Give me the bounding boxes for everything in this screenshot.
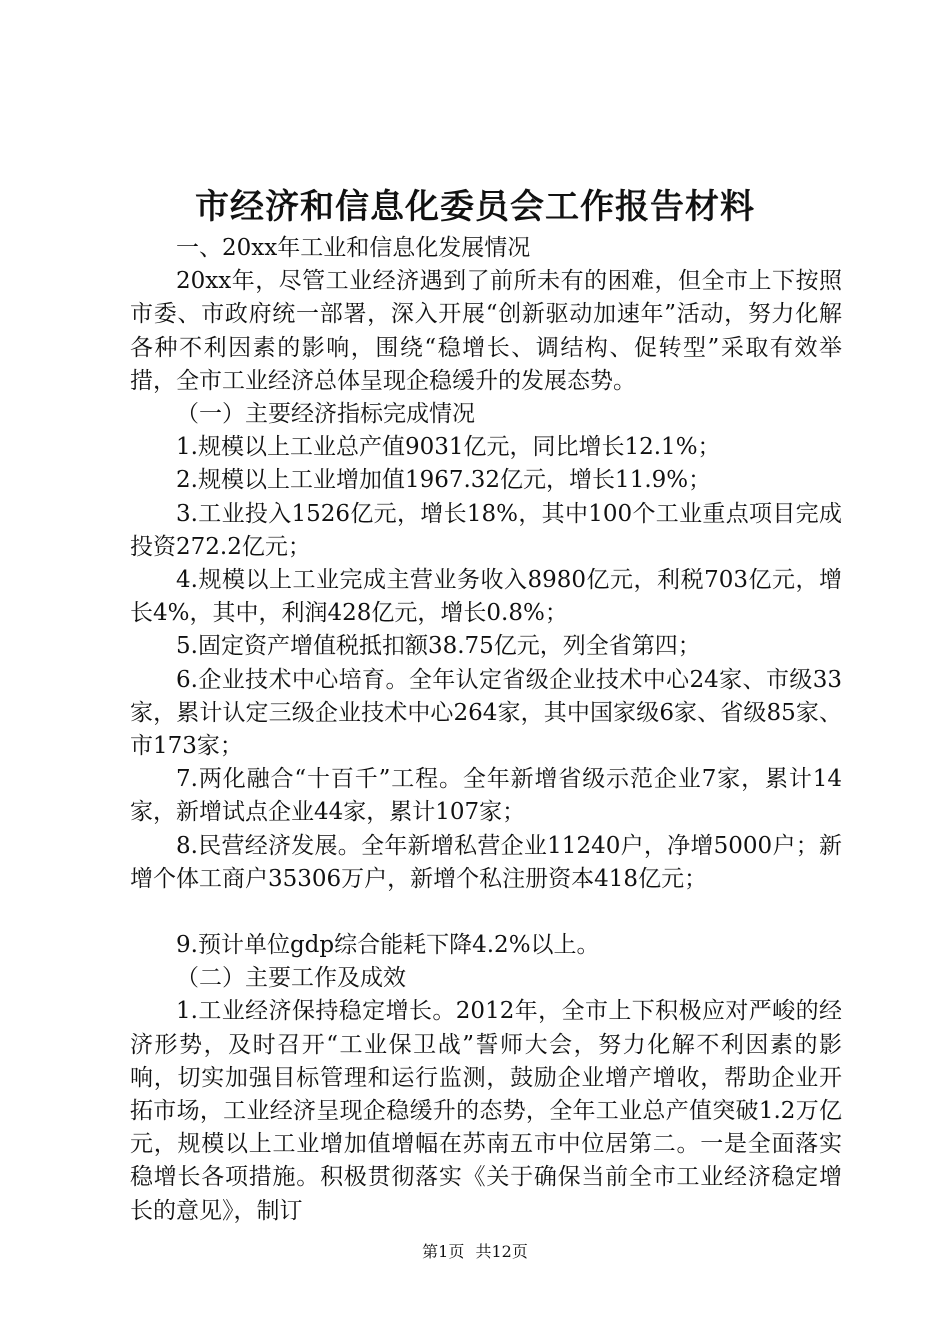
list-item: 2.规模以上工业增加值1967.32亿元，增长11.9%； <box>176 467 712 494</box>
page-total: 共12页 <box>475 1242 528 1261</box>
subsection-heading: （二）主要工作及成效 <box>176 965 406 992</box>
section-heading: 一、20xx年工业和信息化发展情况 <box>176 235 531 261</box>
list-item: 5.固定资产增值税抵扣额38.75亿元，列全省第四； <box>176 633 701 660</box>
list-item: 1.规模以上工业总产值9031亿元，同比增长12.1%； <box>176 434 721 461</box>
list-item: 9.预计单位gdp综合能耗下降4.2%以上。 <box>176 932 600 959</box>
document-title: 市经济和信息化委员会工作报告材料 <box>195 187 755 227</box>
page-number: 第1页 <box>422 1242 465 1261</box>
list-item: 3.工业投入1526亿元，增长18%，其中100个工业重点项目完成投资272.2亿元； <box>130 500 842 560</box>
subsection-heading: （一）主要经济指标完成情况 <box>176 401 475 428</box>
paragraph: 20xx年，尽管工业经济遇到了前所未有的困难，但全市上下按照市委、市政府统一部署，深入开展“创新驱动加速年”活动，努力化解各种不利因素的影响，围绕“稳增长、调结构、促转型”采取有效举措，全市工业经济总体呈现企稳缓升的发展态势。 <box>130 268 842 394</box>
list-item: 6.企业技术中心培育。全年认定省级企业技术中心24家、市级33家，累计认定三级企业技术中心264家，其中国家级6家、省级85家、市173家； <box>130 666 842 760</box>
paragraph: 1.工业经济保持稳定增长。2012年，全市上下积极应对严峻的经济形势，及时召开“工业保卫战”誓师大会，努力化解不利因素的影响，切实加强目标管理和运行监测，鼓励企业增产增收，帮助企业开拓市场，工业经济呈现企稳缓升的态势，全年工业总产值突破1.2万亿元，规模以上工业增加值增幅在苏南五市中位居第二。一是全面落实稳增长各项措施。积极贯彻落实《关于确保当前全市工业经济稳定增长的意见》，制订 <box>130 998 842 1224</box>
list-item: 8.民营经济发展。全年新增私营企业11240户，净增5000户；新增个体工商户35306万户，新增个私注册资本418亿元； <box>130 832 842 892</box>
document-body <box>130 232 842 1228</box>
list-item: 4.规模以上工业完成主营业务收入8980亿元，利税703亿元，增长4%，其中，利润428亿元，增长0.8%； <box>130 567 842 627</box>
page-footer <box>0 1240 950 1264</box>
list-item: 7.两化融合“十百千”工程。全年新增省级示范企业7家，累计14家，新增试点企业44家，累计107家； <box>130 766 842 826</box>
